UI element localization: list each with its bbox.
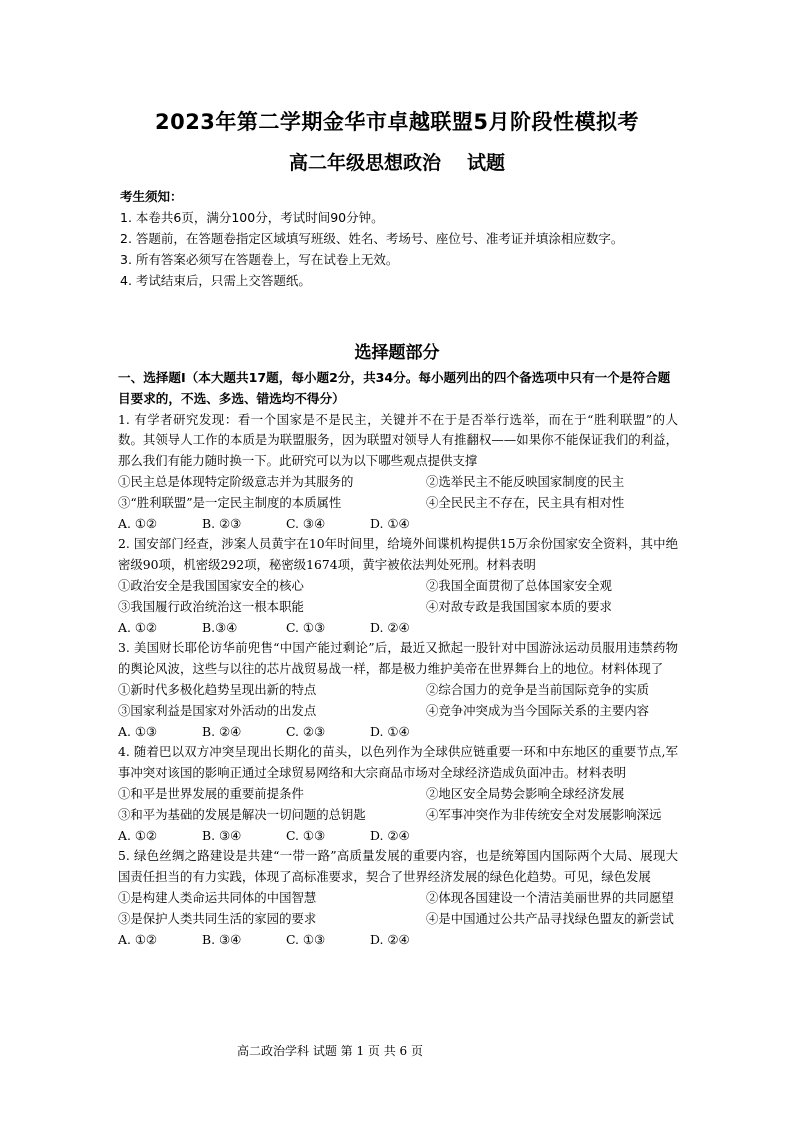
answer-a: A. ①② [118,931,158,947]
answer-c: C. ③④ [286,515,326,531]
option-3: ③“胜利联盟”是一定民主制度的本质属性 [118,494,342,510]
answer-b: B. ②③ [202,515,242,531]
answer-b: B. ③④ [202,931,242,947]
exam-title: 2023年第二学期金华市卓越联盟5月阶段性模拟考 [154,110,640,134]
option-row [118,784,678,805]
notice-item: 4. 考试结束后，只需上交答题纸。 [120,273,311,288]
option-row [118,576,678,597]
answer-d: D. ②④ [370,619,410,635]
question-stem: 5. 绿色丝绸之路建设是共建“一带一路”高质量发展的重要内容，也是统筹国内国际两个大局、展现大国责任担当的有力实践，体现了高标准要求，契合了世界经济发展的绿色化趋势。可见，绿色发展 [118,848,678,885]
option-2: ②地区安全局势会影响全球经济发展 [426,785,625,801]
answer-d: D. ②④ [370,931,410,947]
answer-a: A. ①② [118,515,158,531]
question-4 [118,742,678,846]
option-1: ①政治安全是我国国家安全的核心 [118,577,304,593]
question-list [118,368,678,950]
option-row [118,805,678,826]
answer-choices [118,618,678,639]
option-1: ①是构建人类命运共同体的中国智慧 [118,889,317,905]
notice-item: 3. 所有答案必须写在答题卷上，写在试卷上无效。 [120,252,399,267]
answer-choices [118,722,678,743]
question-1 [118,410,678,535]
answer-d: D. ①④ [370,515,410,531]
exam-subtitle [0,148,794,175]
option-1: ①民主总是体现特定阶级意志并为其服务的 [118,473,354,489]
answer-c: C. ①③ [286,827,326,843]
answer-c: C. ②③ [286,723,326,739]
answer-d: D. ②④ [370,827,410,843]
question-2 [118,534,678,638]
question-3 [118,638,678,742]
answer-a: A. ①② [118,619,158,635]
part-heading: 一、选择题Ⅰ（本大题共17题，每小题2分，共34分。每小题列出的四个备选项中只有一个是符合题目要求的，不选、多选、错选均不得分） [118,370,671,406]
answer-a: A. ①② [118,827,158,843]
notice-heading: 考生须知： [120,189,183,204]
option-1: ①和平是世界发展的重要前提条件 [118,785,304,801]
subtitle-subject: 高二年级思想政治 [288,152,441,174]
subtitle-suffix: 试题 [467,152,506,174]
answer-choices [118,930,678,951]
option-4: ④军事冲突作为非传统安全对发展影响深远 [426,806,662,822]
answer-b: B. ③④ [202,827,242,843]
question-5 [118,846,678,950]
answer-d: D. ①④ [370,723,410,739]
option-4: ④竞争冲突成为当今国际关系的主要内容 [426,702,650,718]
section-title: 选择题部分 [354,343,440,363]
option-3: ③我国履行政治统治这一根本职能 [118,598,304,614]
option-row [118,909,678,930]
option-row [118,888,678,909]
option-3: ③和平为基础的发展是解决一切问题的总钥匙 [118,806,366,822]
question-stem: 4. 随着巴以双方冲突呈现出长期化的苗头，以色列作为全球供应链重要一环和中东地区的重要节点,军事冲突对该国的影响正通过全球贸易网络和大宗商品市场对全球经济造成负面冲击。材料表明 [118,744,678,781]
option-row [118,680,678,701]
option-2: ②选举民主不能反映国家制度的民主 [426,473,625,489]
question-stem: 3. 美国财长耶伦访华前兜售“中国产能过剩论”后，最近又掀起一股针对中国游泳运动员服用违禁药物的舆论风波，这些与以往的芯片战贸易战一样，都是极力维护美帝在世界舞台上的地位。材料体现了 [118,640,678,677]
answer-a: A. ①③ [118,723,158,739]
option-4: ④全民民主不存在，民主具有相对性 [426,494,625,510]
option-2: ②我国全面贯彻了总体国家安全观 [426,577,612,593]
option-2: ②体现各国建设一个清洁美丽世界的共同愿望 [426,889,674,905]
answer-c: C. ①③ [286,619,326,635]
option-4: ④对敌专政是我国国家本质的要求 [426,598,612,614]
notice-item: 1. 本卷共6页，满分100分，考试时间90分钟。 [120,210,384,225]
option-1: ①新时代多极化趋势呈现出新的特点 [118,681,317,697]
notice-item: 2. 答题前，在答题卷指定区域填写班级、姓名、考场号、座位号、准考证并填涂相应数字。 [120,231,624,246]
option-row [118,701,678,722]
answer-choices [118,826,678,847]
option-2: ②综合国力的竞争是当前国际竞争的实质 [426,681,650,697]
question-stem: 1. 有学者研究发现：看一个国家是不是民主，关键并不在于是否举行选举，而在于“胜利联盟”的人数。其领导人工作的本质是为联盟服务，因为联盟对领导人有推翻权——如果你不能保证我们的利益，那么我们有能力随时换一下。此研究可以为以下哪些观点提供支撑 [118,411,678,469]
answer-c: C. ①③ [286,931,326,947]
option-3: ③国家利益是国家对外活动的出发点 [118,702,317,718]
answer-b: B. ②④ [202,723,242,739]
option-row [118,597,678,618]
page-footer: 高二政治学科 试题 第 1 页 共 6 页 [237,1044,423,1058]
question-stem: 2. 国安部门经查，涉案人员黄宇在10年时间里，给境外间谍机构提供15万余份国家安全资料，其中绝密级90项，机密级292项，秘密级1674项，黄宇被依法判处死刑。材料表明 [118,536,678,573]
answer-choices [118,514,678,535]
option-3: ③是保护人类共同生活的家园的要求 [118,910,317,926]
candidate-notice [120,186,680,291]
option-row [118,472,678,493]
option-row [118,493,678,514]
answer-b: B.③④ [202,619,238,635]
option-4: ④是中国通过公共产品寻找绿色盟友的新尝试 [426,910,674,926]
